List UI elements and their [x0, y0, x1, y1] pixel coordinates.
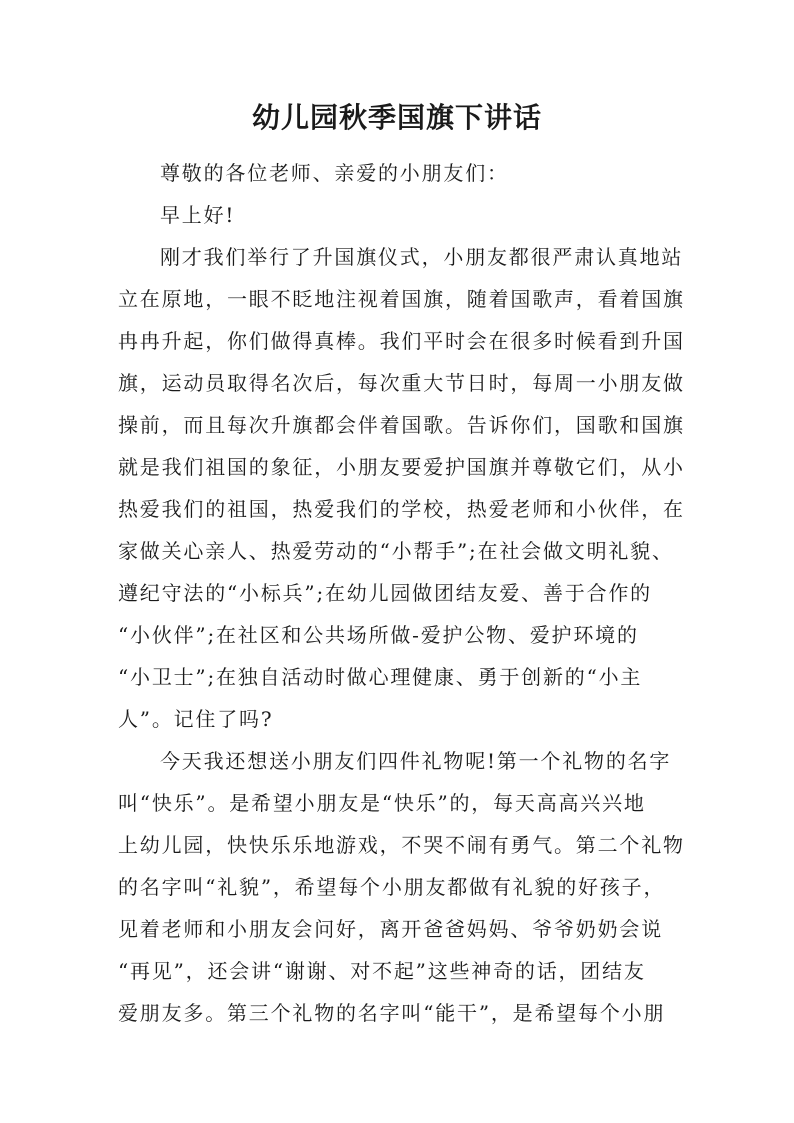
document-title: 幼儿园秋季国旗下讲话 [251, 101, 542, 134]
text-line: 今天我还想送小朋友们四件礼物呢!第一个礼物的名字 [160, 749, 672, 773]
text-line: “小伙伴”;在社区和公共场所做-爱护公物、爱护环境的 [118, 623, 639, 647]
text-line: 早上好! [160, 203, 236, 227]
text-line: “再见”，还会讲“谢谢、对不起”这些神奇的话，团结友 [118, 959, 646, 983]
text-line: 的名字叫“礼貌”，希望每个小朋友都做有礼貌的好孩子， [118, 875, 666, 899]
text-line: 叫“快乐”。是希望小朋友是“快乐”的，每天高高兴兴地 [118, 791, 646, 815]
text-line: 家做关心亲人、热爱劳动的“小帮手”;在社会做文明礼貌、 [118, 539, 674, 563]
text-line: 爱朋友多。第三个礼物的名字叫“能干”，是希望每个小朋 [118, 1001, 666, 1025]
text-line: 人”。记住了吗? [118, 707, 274, 731]
text-line: 立在原地，一眼不眨地注视着国旗，随着国歌声，看着国旗 [118, 287, 685, 311]
text-line: 遵纪守法的“小标兵”;在幼儿园做团结友爱、善于合作的 [118, 581, 652, 605]
text-line: 就是我们祖国的象征，小朋友要爱护国旗并尊敬它们，从小 [118, 455, 685, 479]
text-line: 刚才我们举行了升国旗仪式，小朋友都很严肃认真地站 [160, 245, 684, 269]
text-line: 见着老师和小朋友会问好，离开爸爸妈妈、爷爷奶奶会说 [118, 917, 663, 941]
text-line-greeting: 尊敬的各位老师、亲爱的小朋友们： [160, 161, 509, 185]
text-line: “小卫士”;在独自活动时做心理健康、勇于创新的“小主 [118, 665, 643, 689]
text-line: 上幼儿园，快快乐乐地游戏，不哭不闹有勇气。第二个礼物 [118, 833, 685, 857]
text-line: 旗，运动员取得名次后，每次重大节日时，每周一小朋友做 [118, 371, 685, 395]
document-body [118, 152, 688, 1034]
text-line: 操前，而且每次升旗都会伴着国歌。告诉你们，国歌和国旗 [118, 413, 685, 437]
text-line: 热爱我们的祖国，热爱我们的学校，热爱老师和小伙伴，在 [118, 497, 685, 521]
text-line: 冉冉升起，你们做得真棒。我们平时会在很多时候看到升国 [118, 329, 685, 353]
